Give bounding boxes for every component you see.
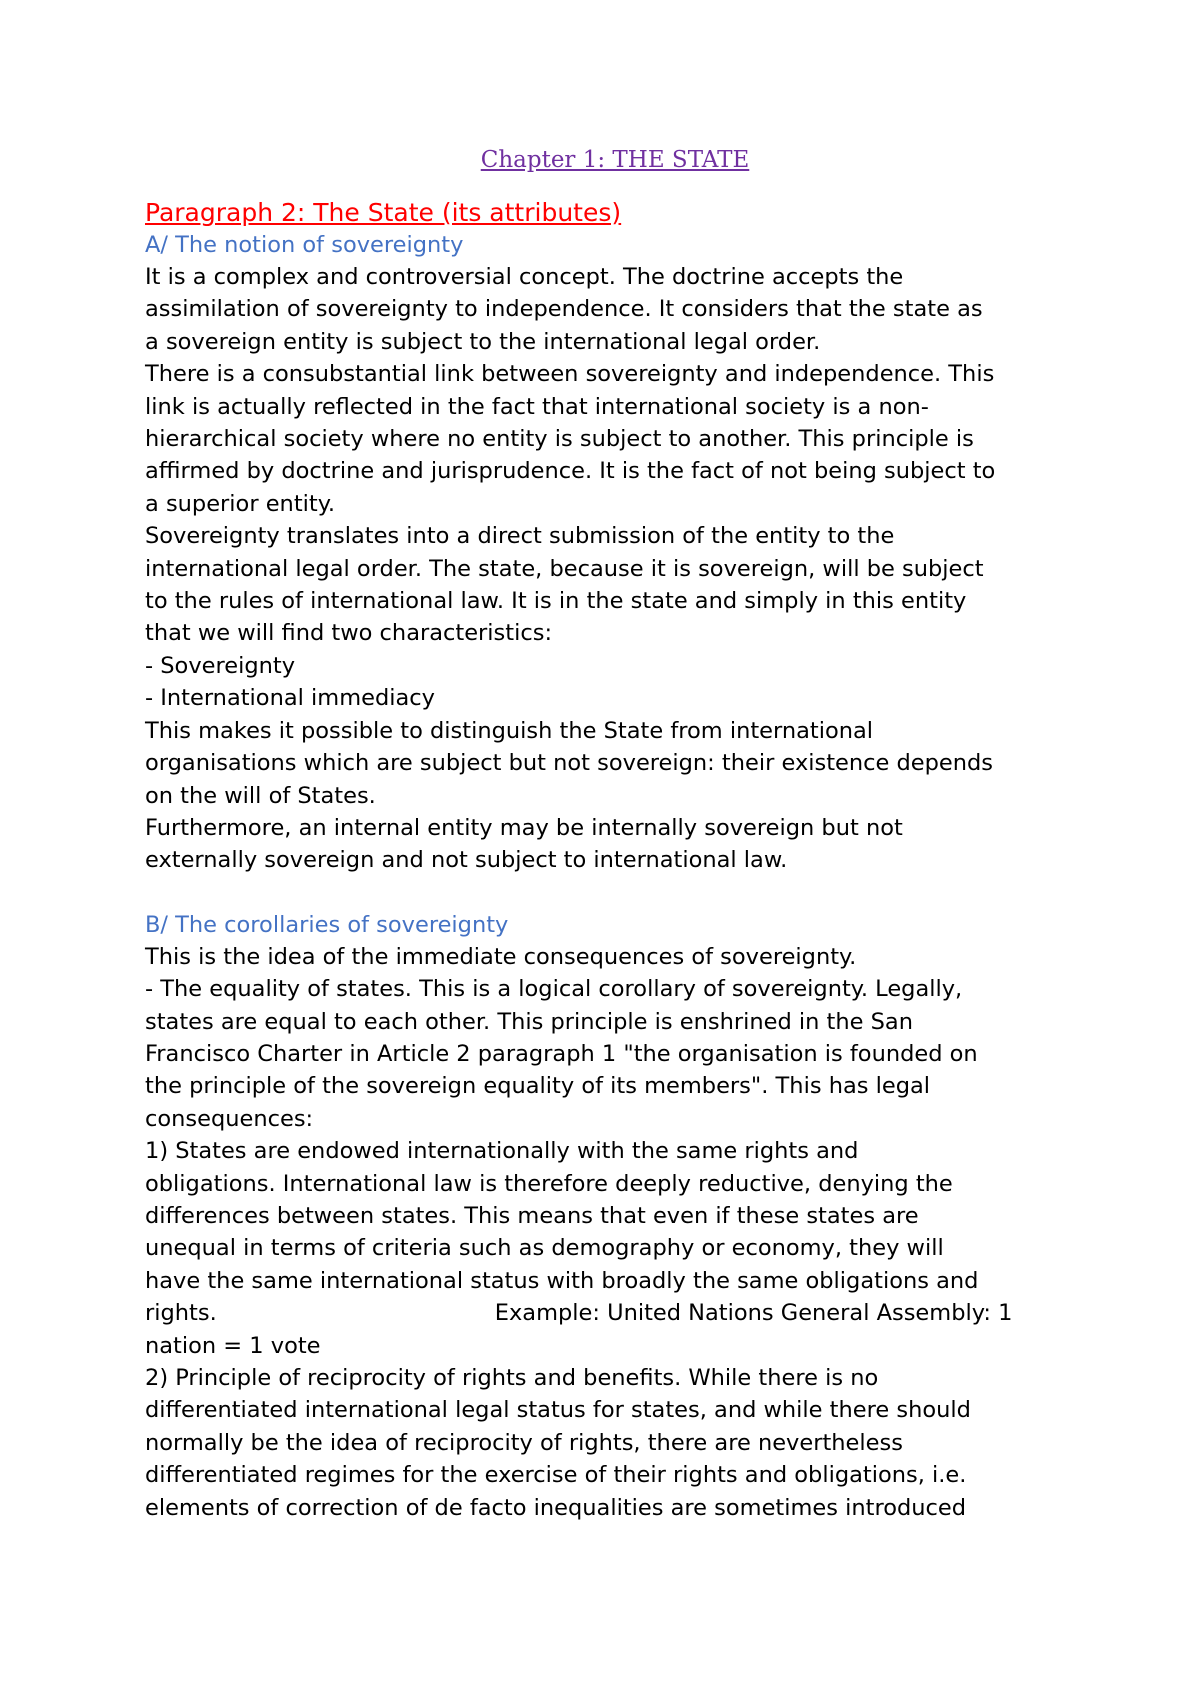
text-line: international legal order. The state, because it is sovereign, will be subject	[145, 555, 984, 582]
text-line: - The equality of states. This is a logical corollary of sovereignty. Legally,	[145, 976, 963, 1003]
text-line: Furthermore, an internal entity may be internally sovereign but not	[145, 814, 903, 841]
text-line: organisations which are subject but not sovereign: their existence depends	[145, 750, 994, 777]
text-line: link is actually reflected in the fact that international society is a non-	[145, 393, 929, 420]
text-line: assimilation of sovereignty to independence. It considers that the state as	[145, 296, 983, 323]
text-line: Francisco Charter in Article 2 paragraph 1 "the organisation is founded on	[145, 1040, 978, 1067]
text-line: that we will find two characteristics:	[145, 620, 553, 647]
text-line: nation = 1 vote	[145, 1332, 321, 1359]
text-line: a superior entity.	[145, 490, 335, 517]
text-line: 2) Principle of reciprocity of rights and benefits. While there is no	[145, 1365, 879, 1391]
split-line-right: Example: United Nations General Assembly: 1	[494, 1300, 1013, 1327]
text-line: elements of correction of de facto inequalities are sometimes introduced	[145, 1494, 967, 1521]
list-item: - Sovereignty	[145, 652, 296, 679]
paragraph-heading: Paragraph 2: The State (its attributes)	[145, 198, 622, 227]
text-line: There is a consubstantial link between sovereignty and independence. This	[145, 361, 995, 388]
text-line: have the same international status with broadly the same obligations and	[145, 1267, 979, 1294]
text-line: This is the idea of the immediate consequences of sovereignty.	[145, 943, 857, 970]
text-line: affirmed by doctrine and jurisprudence. It is the fact of not being subject to	[145, 458, 996, 485]
section-b-heading: B/ The corollaries of sovereignty	[145, 911, 509, 938]
text-line: the principle of the sovereign equality of its members". This has legal	[145, 1073, 931, 1100]
text-line: on the will of States.	[145, 782, 376, 809]
text-line: states are equal to each other. This principle is enshrined in the San	[145, 1008, 913, 1035]
text-line: normally be the idea of reciprocity of rights, there are nevertheless	[145, 1429, 903, 1456]
section-a-heading: A/ The notion of sovereignty	[145, 232, 464, 258]
text-line: differentiated regimes for the exercise of their rights and obligations, i.e.	[145, 1462, 967, 1489]
text-line: differentiated international legal status for states, and while there should	[145, 1397, 971, 1424]
document-body	[145, 145, 1085, 1524]
text-line: differences between states. This means that even if these states are	[145, 1202, 919, 1229]
text-line: Sovereignty translates into a direct submission of the entity to the	[145, 523, 895, 550]
text-line: externally sovereign and not subject to international law.	[145, 847, 788, 874]
section-b-body	[145, 941, 1085, 1524]
chapter-title: Chapter 1: THE STATE	[480, 147, 750, 173]
list-item: - International immediacy	[145, 685, 435, 712]
text-line: This makes it possible to distinguish the State from international	[145, 717, 874, 744]
text-line: to the rules of international law. It is in the state and simply in this entity	[145, 588, 967, 615]
text-line: consequences:	[145, 1105, 314, 1132]
text-line: unequal in terms of criteria such as demography or economy, they will	[145, 1235, 944, 1262]
split-line-left: rights.	[145, 1300, 217, 1327]
split-text-line	[145, 1297, 1085, 1329]
text-line: a sovereign entity is subject to the international legal order.	[145, 328, 821, 355]
text-line: hierarchical society where no entity is subject to another. This principle is	[145, 426, 974, 453]
section-a-body	[145, 261, 1085, 877]
text-line: 1) States are endowed internationally with the same rights and	[145, 1138, 859, 1165]
text-line: It is a complex and controversial concept. The doctrine accepts the	[145, 264, 904, 290]
text-line: obligations. International law is therefore deeply reductive, denying the	[145, 1170, 953, 1197]
